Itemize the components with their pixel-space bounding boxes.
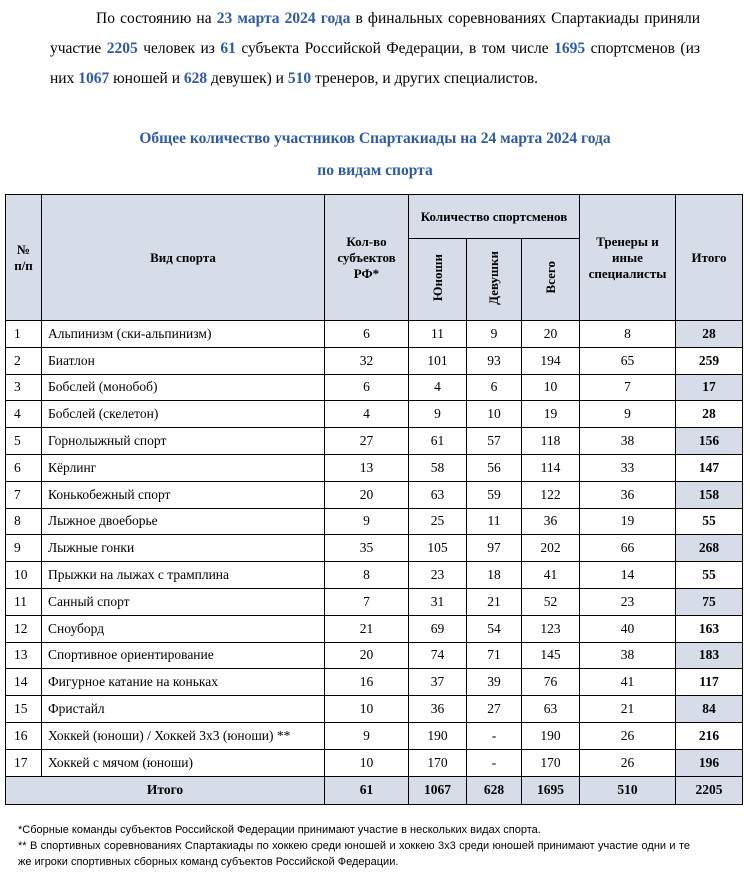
cell-all: 20 — [522, 321, 580, 348]
table-row — [6, 374, 743, 401]
cell-regions: 35 — [325, 535, 409, 562]
footnote-1: *Сборные команды субъектов Российской Федерации принимают участие в нескольких видах спорта. — [18, 824, 541, 836]
footnotes — [18, 822, 690, 870]
participants-table — [5, 194, 743, 805]
intro-regions: 61 — [220, 40, 236, 57]
cell-boys: 23 — [409, 562, 467, 589]
table-subtitle: по видам спорта — [317, 162, 433, 179]
intro-paragraph — [50, 4, 700, 94]
cell-sport: Фигурное катание на коньках — [42, 669, 325, 696]
cell-total: 196 — [676, 749, 743, 776]
cell-boys: 190 — [409, 722, 467, 749]
table-row — [6, 321, 743, 348]
cell-regions: 16 — [325, 669, 409, 696]
cell-num: 8 — [6, 508, 42, 535]
cell-girls: 93 — [467, 347, 522, 374]
cell-all: 123 — [522, 615, 580, 642]
header-coaches: Тренеры и иные специалисты — [580, 195, 676, 321]
cell-sport: Спортивное ориентирование — [42, 642, 325, 669]
cell-all: 19 — [522, 401, 580, 428]
cell-girls: - — [467, 722, 522, 749]
cell-sport: Прыжки на лыжах с трамплина — [42, 562, 325, 589]
intro-text: девушек) и — [211, 70, 284, 87]
cell-all: 114 — [522, 454, 580, 481]
cell-coaches: 7 — [580, 374, 676, 401]
cell-girls: 59 — [467, 481, 522, 508]
cell-num: 3 — [6, 374, 42, 401]
cell-coaches: 14 — [580, 562, 676, 589]
table-row — [6, 669, 743, 696]
cell-girls: - — [467, 749, 522, 776]
cell-sport: Конькобежный спорт — [42, 481, 325, 508]
table-row — [6, 588, 743, 615]
table-row — [6, 562, 743, 589]
cell-total: 75 — [676, 588, 743, 615]
cell-all: 122 — [522, 481, 580, 508]
header-all — [522, 239, 580, 321]
cell-boys: 63 — [409, 481, 467, 508]
intro-text: тренеров, и других специалистов. — [314, 70, 539, 87]
cell-num: 15 — [6, 696, 42, 723]
totals-regions: 61 — [325, 776, 409, 804]
cell-regions: 8 — [325, 562, 409, 589]
intro-girls: 628 — [183, 70, 208, 87]
cell-total: 163 — [676, 615, 743, 642]
totals-row — [6, 776, 743, 804]
cell-total: 268 — [676, 535, 743, 562]
cell-regions: 9 — [325, 722, 409, 749]
cell-coaches: 66 — [580, 535, 676, 562]
cell-regions: 10 — [325, 749, 409, 776]
intro-boys: 1067 — [78, 70, 110, 87]
cell-girls: 18 — [467, 562, 522, 589]
cell-sport: Кёрлинг — [42, 454, 325, 481]
header-boys — [409, 239, 467, 321]
cell-regions: 7 — [325, 588, 409, 615]
table-row — [6, 454, 743, 481]
cell-total: 84 — [676, 696, 743, 723]
totals-boys: 1067 — [409, 776, 467, 804]
cell-all: 36 — [522, 508, 580, 535]
cell-sport: Бобслей (монобоб) — [42, 374, 325, 401]
cell-num: 17 — [6, 749, 42, 776]
cell-num: 12 — [6, 615, 42, 642]
cell-total: 28 — [676, 321, 743, 348]
totals-total: 2205 — [676, 776, 743, 804]
table-row — [6, 401, 743, 428]
cell-regions: 32 — [325, 347, 409, 374]
cell-regions: 6 — [325, 374, 409, 401]
cell-total: 55 — [676, 508, 743, 535]
cell-coaches: 38 — [580, 642, 676, 669]
cell-coaches: 40 — [580, 615, 676, 642]
totals-all: 1695 — [522, 776, 580, 804]
header-boys-label: Юноши — [429, 253, 445, 302]
cell-regions: 4 — [325, 401, 409, 428]
cell-sport: Биатлон — [42, 347, 325, 374]
cell-girls: 9 — [467, 321, 522, 348]
cell-sport: Горнолыжный спорт — [42, 428, 325, 455]
footnote-2: ** В спортивных соревнованиях Спартакиады по хоккею среди юношей и хоккею 3х3 среди юношей принимают участие одни и те же игроки спортивных сборных команд субъектов Российской Федерации. — [18, 840, 690, 868]
cell-all: 145 — [522, 642, 580, 669]
cell-coaches: 19 — [580, 508, 676, 535]
cell-total: 117 — [676, 669, 743, 696]
cell-regions: 27 — [325, 428, 409, 455]
cell-all: 52 — [522, 588, 580, 615]
header-girls — [467, 239, 522, 321]
cell-girls: 57 — [467, 428, 522, 455]
cell-girls: 21 — [467, 588, 522, 615]
cell-total: 216 — [676, 722, 743, 749]
cell-total: 156 — [676, 428, 743, 455]
cell-num: 2 — [6, 347, 42, 374]
cell-num: 9 — [6, 535, 42, 562]
cell-girls: 11 — [467, 508, 522, 535]
cell-num: 7 — [6, 481, 42, 508]
cell-girls: 97 — [467, 535, 522, 562]
table-row — [6, 615, 743, 642]
cell-boys: 4 — [409, 374, 467, 401]
cell-all: 76 — [522, 669, 580, 696]
table-row — [6, 749, 743, 776]
table-row — [6, 722, 743, 749]
cell-girls: 6 — [467, 374, 522, 401]
cell-num: 10 — [6, 562, 42, 589]
cell-num: 1 — [6, 321, 42, 348]
cell-coaches: 9 — [580, 401, 676, 428]
intro-text: По состоянию на — [96, 10, 212, 27]
intro-text: юношей и — [113, 70, 180, 87]
cell-total: 183 — [676, 642, 743, 669]
cell-regions: 6 — [325, 321, 409, 348]
cell-girls: 56 — [467, 454, 522, 481]
intro-total: 2205 — [106, 40, 138, 57]
header-regions: Кол-во субъектов РФ* — [325, 195, 409, 321]
table-row — [6, 347, 743, 374]
cell-regions: 13 — [325, 454, 409, 481]
cell-sport: Сноуборд — [42, 615, 325, 642]
table-row — [6, 508, 743, 535]
cell-boys: 105 — [409, 535, 467, 562]
cell-sport: Фристайл — [42, 696, 325, 723]
intro-athletes: 1695 — [554, 40, 586, 57]
table-row — [6, 481, 743, 508]
cell-num: 6 — [6, 454, 42, 481]
cell-all: 170 — [522, 749, 580, 776]
cell-num: 13 — [6, 642, 42, 669]
cell-all: 41 — [522, 562, 580, 589]
cell-girls: 39 — [467, 669, 522, 696]
cell-coaches: 33 — [580, 454, 676, 481]
cell-coaches: 23 — [580, 588, 676, 615]
cell-boys: 101 — [409, 347, 467, 374]
cell-all: 10 — [522, 374, 580, 401]
cell-all: 202 — [522, 535, 580, 562]
cell-girls: 10 — [467, 401, 522, 428]
cell-boys: 9 — [409, 401, 467, 428]
intro-text: человек из — [143, 40, 215, 57]
table-row — [6, 696, 743, 723]
table-row — [6, 428, 743, 455]
cell-total: 147 — [676, 454, 743, 481]
header-total: Итого — [676, 195, 743, 321]
cell-sport: Лыжное двоеборье — [42, 508, 325, 535]
cell-boys: 61 — [409, 428, 467, 455]
cell-coaches: 26 — [580, 749, 676, 776]
cell-coaches: 8 — [580, 321, 676, 348]
cell-total: 17 — [676, 374, 743, 401]
cell-sport: Лыжные гонки — [42, 535, 325, 562]
cell-girls: 27 — [467, 696, 522, 723]
header-sport: Вид спорта — [42, 195, 325, 321]
totals-label: Итого — [6, 776, 325, 804]
cell-total: 55 — [676, 562, 743, 589]
cell-boys: 74 — [409, 642, 467, 669]
cell-girls: 71 — [467, 642, 522, 669]
cell-coaches: 65 — [580, 347, 676, 374]
cell-coaches: 26 — [580, 722, 676, 749]
cell-regions: 9 — [325, 508, 409, 535]
cell-regions: 20 — [325, 642, 409, 669]
totals-coaches: 510 — [580, 776, 676, 804]
cell-coaches: 36 — [580, 481, 676, 508]
totals-girls: 628 — [467, 776, 522, 804]
cell-num: 5 — [6, 428, 42, 455]
cell-num: 16 — [6, 722, 42, 749]
cell-sport: Хоккей с мячом (юноши) — [42, 749, 325, 776]
cell-all: 190 — [522, 722, 580, 749]
header-all-label: Всего — [542, 261, 558, 294]
header-girls-label: Девушки — [486, 250, 501, 305]
cell-num: 14 — [6, 669, 42, 696]
cell-sport: Альпинизм (ски-альпинизм) — [42, 321, 325, 348]
cell-boys: 25 — [409, 508, 467, 535]
cell-regions: 10 — [325, 696, 409, 723]
cell-all: 194 — [522, 347, 580, 374]
cell-coaches: 38 — [580, 428, 676, 455]
cell-sport: Хоккей (юноши) / Хоккей 3х3 (юноши) ** — [42, 722, 325, 749]
cell-total: 158 — [676, 481, 743, 508]
cell-num: 4 — [6, 401, 42, 428]
cell-boys: 31 — [409, 588, 467, 615]
header-num: № п/п — [6, 195, 42, 321]
cell-boys: 58 — [409, 454, 467, 481]
cell-boys: 170 — [409, 749, 467, 776]
intro-text: субъекта Российской Федерации, в том числе — [241, 40, 549, 57]
table-row — [6, 535, 743, 562]
cell-girls: 54 — [467, 615, 522, 642]
cell-all: 63 — [522, 696, 580, 723]
cell-coaches: 41 — [580, 669, 676, 696]
cell-regions: 21 — [325, 615, 409, 642]
cell-all: 118 — [522, 428, 580, 455]
intro-coaches: 510 — [287, 70, 312, 87]
table-title: Общее количество участников Спартакиады на 24 марта 2024 года — [139, 130, 611, 147]
intro-text: в финальных соревнованиях Спартакиады приняли участие — [50, 10, 701, 57]
intro-text: спортсменов (из них — [50, 40, 701, 87]
cell-boys: 11 — [409, 321, 467, 348]
cell-num: 11 — [6, 588, 42, 615]
cell-boys: 36 — [409, 696, 467, 723]
cell-regions: 20 — [325, 481, 409, 508]
intro-date: 23 марта 2024 года — [216, 10, 351, 27]
cell-total: 28 — [676, 401, 743, 428]
table-row — [6, 642, 743, 669]
cell-coaches: 21 — [580, 696, 676, 723]
cell-boys: 69 — [409, 615, 467, 642]
cell-total: 259 — [676, 347, 743, 374]
cell-sport: Бобслей (скелетон) — [42, 401, 325, 428]
cell-sport: Санный спорт — [42, 588, 325, 615]
header-athletes-group: Количество спортсменов — [409, 195, 580, 239]
cell-boys: 37 — [409, 669, 467, 696]
